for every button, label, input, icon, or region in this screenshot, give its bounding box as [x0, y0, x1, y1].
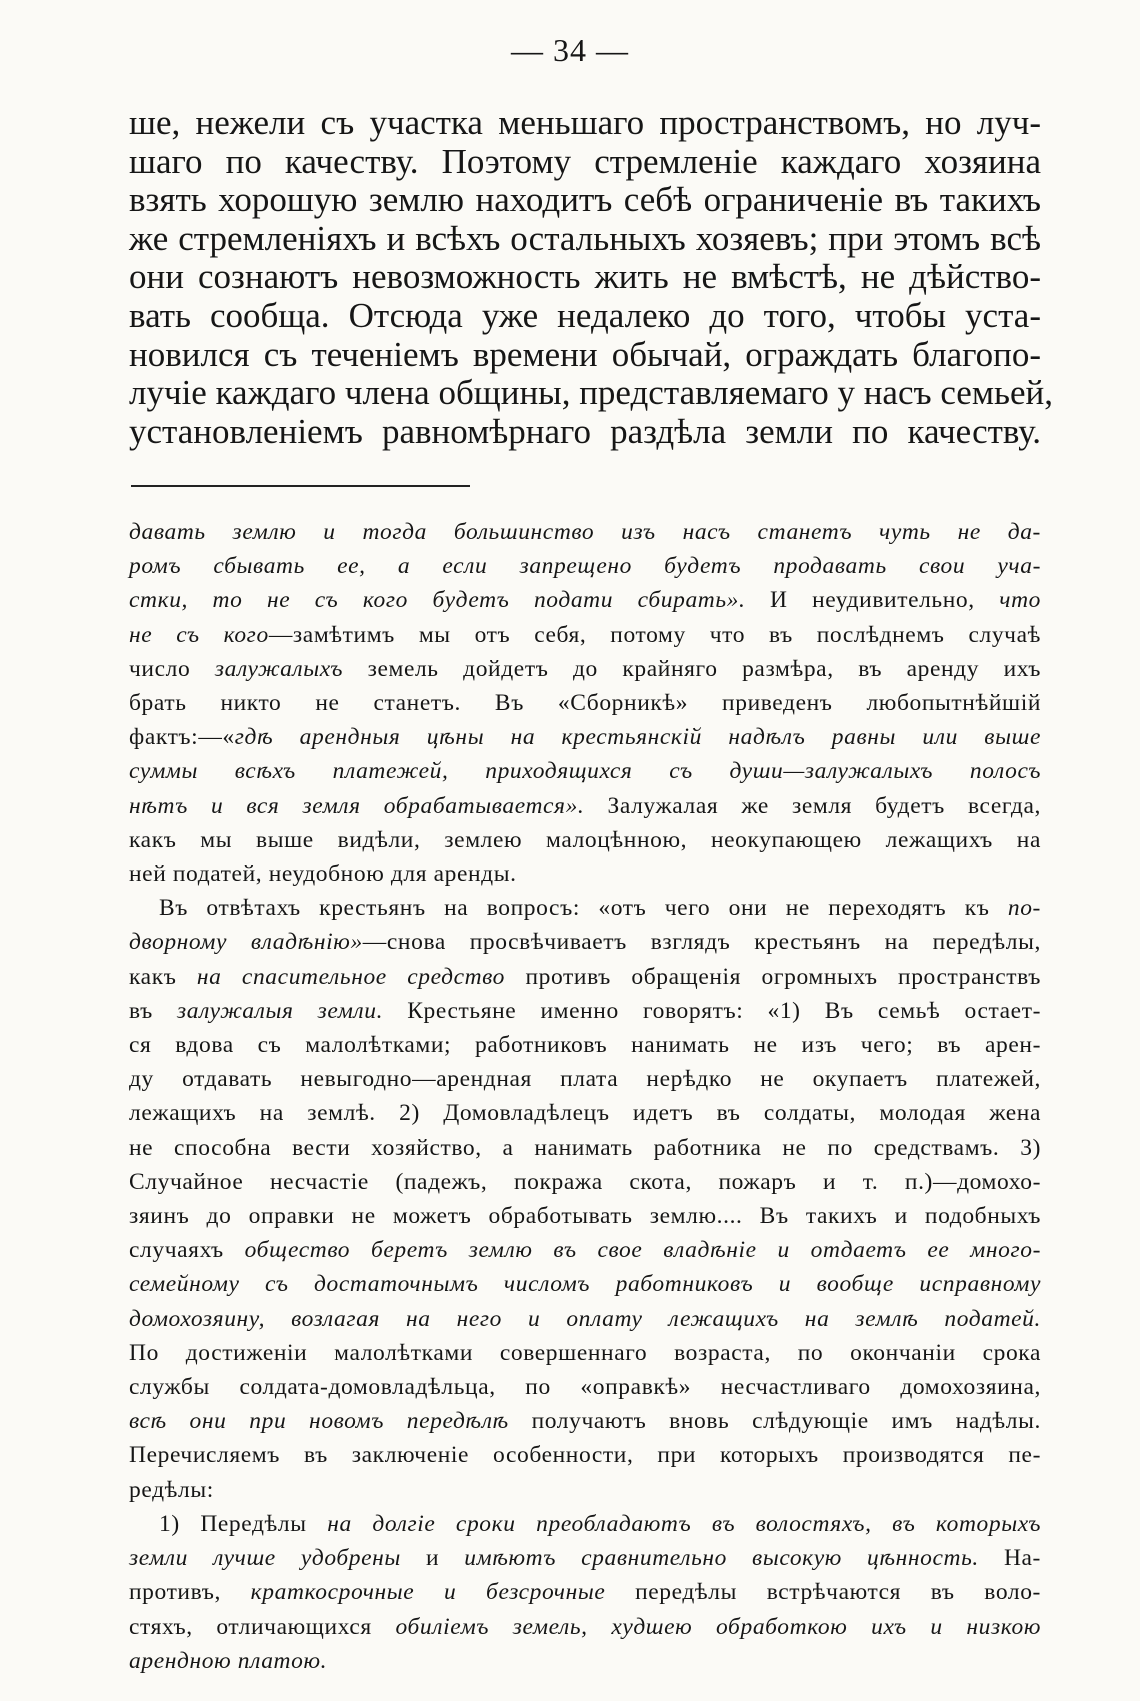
footnote-line [129, 618, 1041, 652]
footnote-line [129, 1267, 1041, 1301]
footnote-line [129, 1541, 1041, 1575]
roman-run: стяхъ, отличающихся [129, 1613, 396, 1640]
roman-run: службы солдата-домовладѣльца, по «оправкѣ» несчастливаго домохозяина, [129, 1374, 1041, 1401]
italic-run: обиліемъ земель, худшею обработкою ихъ и низкою [395, 1613, 1041, 1640]
roman-run: По достиженіи малолѣтками совершеннаго возраста, по окончаніи срока [129, 1339, 1041, 1366]
italic-run: ромъ сбывать ее, а если запрещено будетъ продавать свои уча- [129, 553, 1041, 580]
italic-run: стки, то не съ кого будетъ подати сбирать». [129, 587, 746, 614]
main-text-line: шаго по качеству. Поэтому стремленіе каждаго хозяина [129, 141, 1041, 181]
footnote-line [129, 1165, 1041, 1199]
main-text-line: ше, нежели съ участка меньшаго пространствомъ, но луч- [129, 103, 1041, 142]
footnote-line [129, 1062, 1041, 1096]
roman-run: и [400, 1545, 465, 1572]
italic-run: суммы всѣхъ платежей, приходящихся съ души—залужалыхъ полосъ [129, 758, 1041, 785]
roman-run: число [129, 655, 215, 682]
roman-run: противъ, [129, 1579, 251, 1606]
roman-run: брать никто не станетъ. Въ «Сборникѣ» приведенъ любопытнѣйшій [129, 690, 1041, 717]
italic-run: дворному владѣнію» [129, 929, 363, 956]
roman-run: передѣлы встрѣчаются въ воло- [605, 1579, 1041, 1606]
footnote-line [129, 1610, 1041, 1644]
footnote-line [129, 1438, 1041, 1472]
footnote-line [129, 789, 1041, 823]
italic-run: гдѣ арендныя цѣны на крестьянскій надѣлъ равны или выше [234, 724, 1041, 751]
footnote-line [129, 1302, 1041, 1336]
footnote-line [129, 823, 1041, 857]
italic-run: на спасительное средство [196, 963, 506, 990]
italic-run: залужалыя земли. [177, 997, 384, 1024]
italic-run: краткосрочные и безсрочные [250, 1579, 606, 1606]
footnote-line [129, 960, 1041, 994]
footnote-line [129, 583, 1041, 617]
page-number: — 34 — [511, 32, 629, 68]
footnote-line [129, 1507, 1041, 1541]
main-text-line: взять хорошую землю находитъ себѣ ограниченіе въ такихъ [129, 180, 1041, 220]
footnote-line [129, 891, 1041, 925]
italic-run: давать землю и тогда большинство изъ насъ станетъ чуть не да- [129, 519, 1041, 545]
footnote-line [129, 1336, 1041, 1370]
footnote-line [129, 1644, 1041, 1678]
footnote-line [129, 1028, 1041, 1062]
roman-run: И неудивительно, [745, 587, 1000, 614]
roman-run: Перечисляемъ въ заключеніе особенности, при которыхъ производятся пе- [129, 1442, 1041, 1469]
roman-run: противъ обращенія огромныхъ пространствъ [505, 963, 1041, 990]
footnote-line [129, 925, 1041, 959]
roman-run: ся вдова съ малолѣтками; работниковъ нанимать не изъ чего; въ арен- [129, 1032, 1041, 1059]
footnote-line [129, 1473, 1041, 1507]
footnote-text [129, 515, 1041, 1678]
footnote-line [129, 515, 1041, 549]
footnote-line [129, 549, 1041, 583]
roman-run: какъ мы выше видѣли, землею малоцѣнною, неокупающею лежащихъ на [129, 826, 1041, 853]
roman-run: —замѣтимъ мы отъ себя, потому что въ послѣднемъ случаѣ [268, 621, 1041, 648]
footnote-line [129, 1370, 1041, 1404]
italic-run: семейному съ достаточнымъ числомъ работниковъ и вообще исправному [129, 1271, 1041, 1298]
roman-run: случаяхъ [129, 1237, 245, 1264]
footnote-line [129, 1199, 1041, 1233]
roman-run: —снова просвѣчиваетъ взглядъ крестьянъ на передѣлы, [362, 929, 1041, 956]
roman-run: ней податей, неудобною для аренды. [129, 861, 517, 888]
footnote-line [129, 1096, 1041, 1130]
main-paragraph [129, 103, 1053, 451]
footnote-line [129, 1404, 1041, 1438]
italic-run: залужалыхъ [214, 655, 344, 682]
italic-run: что [999, 587, 1041, 614]
footnote-line [129, 754, 1041, 788]
main-text-line: же стремленіяхъ и всѣхъ остальныхъ хозяевъ; при этомъ всѣ [129, 218, 1041, 258]
roman-run: Залужалая же земля будетъ всегда, [584, 792, 1041, 819]
italic-run: нѣтъ и вся земля обрабатывается». [129, 792, 585, 819]
roman-run: Крестьяне именно говорятъ: «1) Въ семьѣ остает- [383, 997, 1041, 1024]
roman-run: 1) Передѣлы [159, 1510, 328, 1537]
main-text-line: установленіемъ равномѣрнаго раздѣла земли по качеству. [129, 411, 1041, 451]
roman-run: получаютъ вновь слѣдующіе имъ надѣлы. [508, 1408, 1041, 1435]
footnote-line [129, 857, 1041, 891]
roman-run: фактъ:—« [129, 724, 235, 751]
italic-run: имѣютъ сравнительно высокую цѣнность. [464, 1545, 979, 1572]
footnote-line [129, 686, 1041, 720]
footnote-line [129, 1233, 1041, 1267]
roman-run: въ [129, 997, 177, 1024]
italic-run: всѣ они при новомъ передѣлѣ [129, 1408, 509, 1435]
roman-run: ду отдавать невыгодно—арендная плата нерѣдко не окупаетъ платежей, [129, 1066, 1041, 1093]
footnote-line [129, 1575, 1041, 1609]
roman-run: Въ отвѣтахъ крестьянъ на вопросъ: «отъ чего они не переходятъ къ [159, 895, 1008, 922]
italic-run: общество беретъ землю въ свое владѣніе и отдаетъ ее много- [244, 1237, 1042, 1264]
roman-run: Случайное несчастіе (падежъ, покража скота, пожаръ и т. п.)—домохо- [129, 1168, 1041, 1195]
italic-run: арендною платою. [129, 1647, 328, 1674]
roman-run: земель дойдетъ до крайняго размѣра, въ аренду ихъ [343, 655, 1041, 682]
italic-run: по- [1007, 895, 1041, 922]
main-text-line: новился съ теченіемъ времени обычай, ограждать благопо- [129, 334, 1041, 374]
roman-run: редѣлы: [129, 1476, 214, 1503]
italic-run: домохозяину, возлагая на него и оплату лежащихъ на землѣ податей. [129, 1305, 1041, 1332]
footnote-line [129, 652, 1041, 686]
main-text-line: лучіе каждаго члена общины, представляемаго у насъ семьей, [129, 373, 1053, 413]
roman-run: зяинъ до оправки не можетъ обработывать землю.... Въ такихъ и подобныхъ [129, 1203, 1041, 1230]
footnote-line [129, 720, 1041, 754]
footnote-line [129, 994, 1041, 1028]
italic-run: на долгіе сроки преобладаютъ въ волостяхъ, въ которыхъ [327, 1510, 1042, 1537]
roman-run: какъ [129, 963, 197, 990]
footnote-line [129, 1131, 1041, 1165]
main-text-line: вать сообща. Отсюда уже недалеко до того, чтобы уста- [129, 295, 1041, 335]
italic-run: не съ кого [129, 621, 269, 648]
main-text-line: они сознаютъ невозможность жить не вмѣстѣ, не дѣйство- [129, 257, 1041, 297]
footnote-divider [131, 485, 470, 487]
italic-run: земли лучше удобрены [129, 1545, 401, 1572]
roman-run: На- [978, 1545, 1041, 1572]
roman-run: лежащихъ на землѣ. 2) Домовладѣлецъ идетъ въ солдаты, молодая жена [129, 1100, 1041, 1127]
roman-run: не способна вести хозяйство, а нанимать работника не по средствамъ. 3) [129, 1134, 1041, 1161]
